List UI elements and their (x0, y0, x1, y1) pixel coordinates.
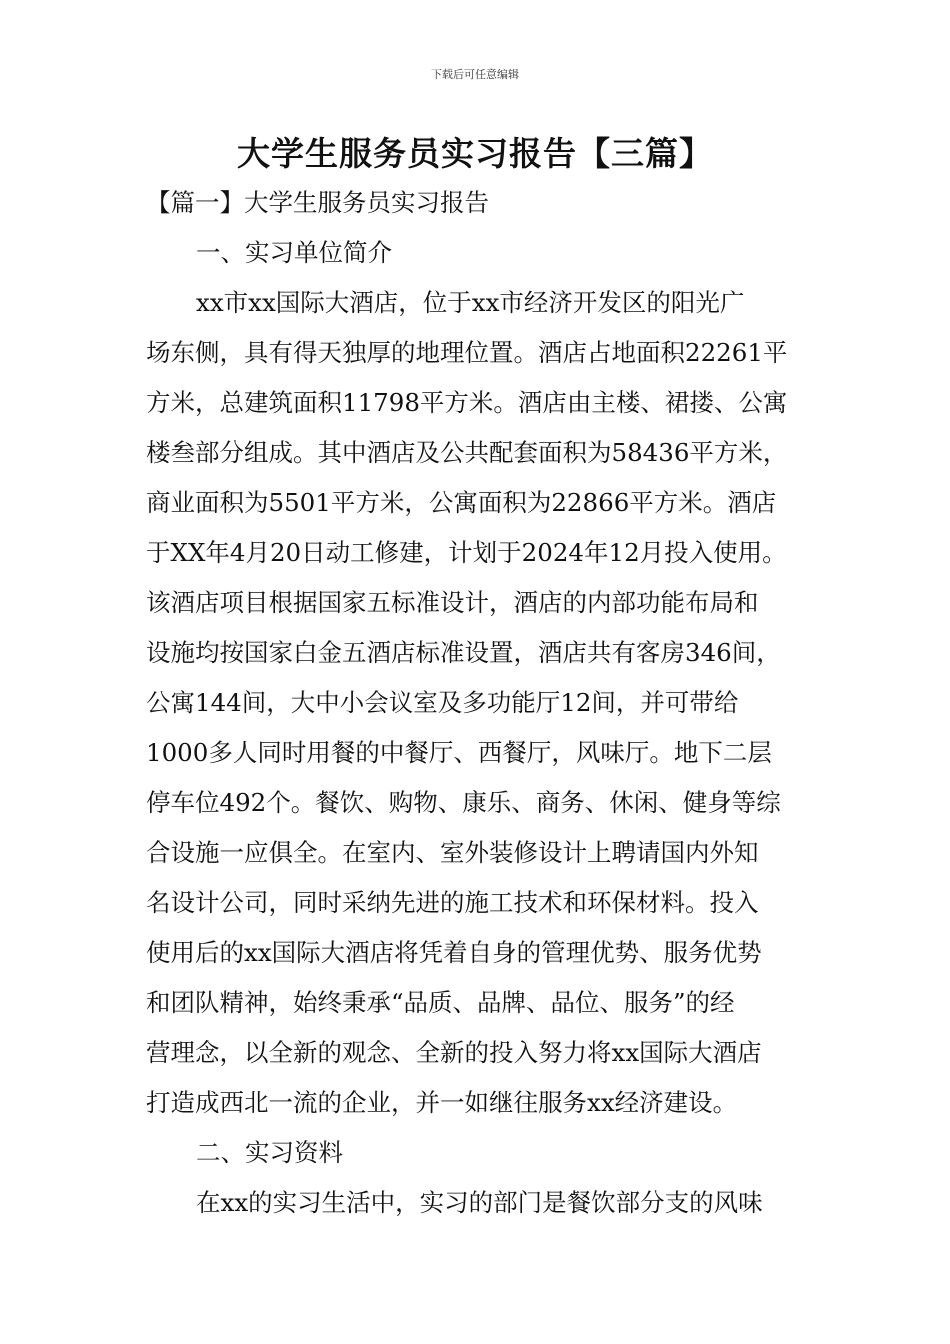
paragraph-line: 打造成西北一流的企业，并一如继往服务xx经济建设。 (146, 1088, 738, 1117)
paragraph-line: 名设计公司，同时采纳先进的施工技术和环保材料。投入 (146, 888, 759, 917)
paragraph-line: 楼叁部分组成。其中酒店及公共配套面积为58436平方米， (146, 438, 788, 467)
header-note: 下载后可任意编辑 (431, 68, 519, 81)
paragraph-line: xx市xx国际大酒店，位于xx市经济开发区的阳光广 (196, 288, 745, 317)
paragraph-line: 和团队精神，始终秉承“品质、品牌、品位、服务”的经 (146, 988, 735, 1017)
subheading-intro: 一、实习单位简介 (196, 238, 392, 267)
paragraph-line: 公寓144间，大中小会议室及多功能厅12间，并可带给 (146, 688, 739, 717)
paragraph-line: 停车位492个。餐饮、购物、康乐、商务、休闲、健身等综 (146, 788, 781, 817)
paragraph-line: 商业面积为5501平方米，公寓面积为22866平方米。酒店 (146, 488, 777, 517)
paragraph-line: 于XX年4月20日动工修建，计划于2024年12月投入使用。 (146, 538, 787, 567)
document-title: 大学生服务员实习报告【三篇】 (237, 134, 713, 173)
paragraph-line: 该酒店项目根据国家五标准设计，酒店的内部功能布局和 (146, 588, 759, 617)
paragraph-line: 使用后的xx国际大酒店将凭着自身的管理优势、服务优势 (146, 938, 762, 967)
document-body (146, 178, 811, 1228)
paragraph-line: 营理念，以全新的观念、全新的投入努力将xx国际大酒店 (146, 1038, 762, 1067)
paragraph-line: 1000多人同时用餐的中餐厅、西餐厅，风味厅。地下二层 (146, 738, 772, 767)
paragraph-line: 合设施一应俱全。在室内、室外装修设计上聘请国内外知 (146, 838, 759, 867)
paragraph-line: 在xx的实习生活中，实习的部门是餐饮部分支的风味 (196, 1188, 763, 1217)
paragraph-line: 方米，总建筑面积11798平方米。酒店由主楼、裙搂、公寓 (146, 388, 788, 417)
paragraph-line: 设施均按国家白金五酒店标准设置，酒店共有客房346间， (146, 638, 781, 667)
section-heading: 【篇一】大学生服务员实习报告 (146, 188, 489, 217)
paragraph-line: 场东侧，具有得天独厚的地理位置。酒店占地面积22261平 (146, 338, 788, 367)
subheading-content: 二、实习资料 (196, 1138, 343, 1167)
